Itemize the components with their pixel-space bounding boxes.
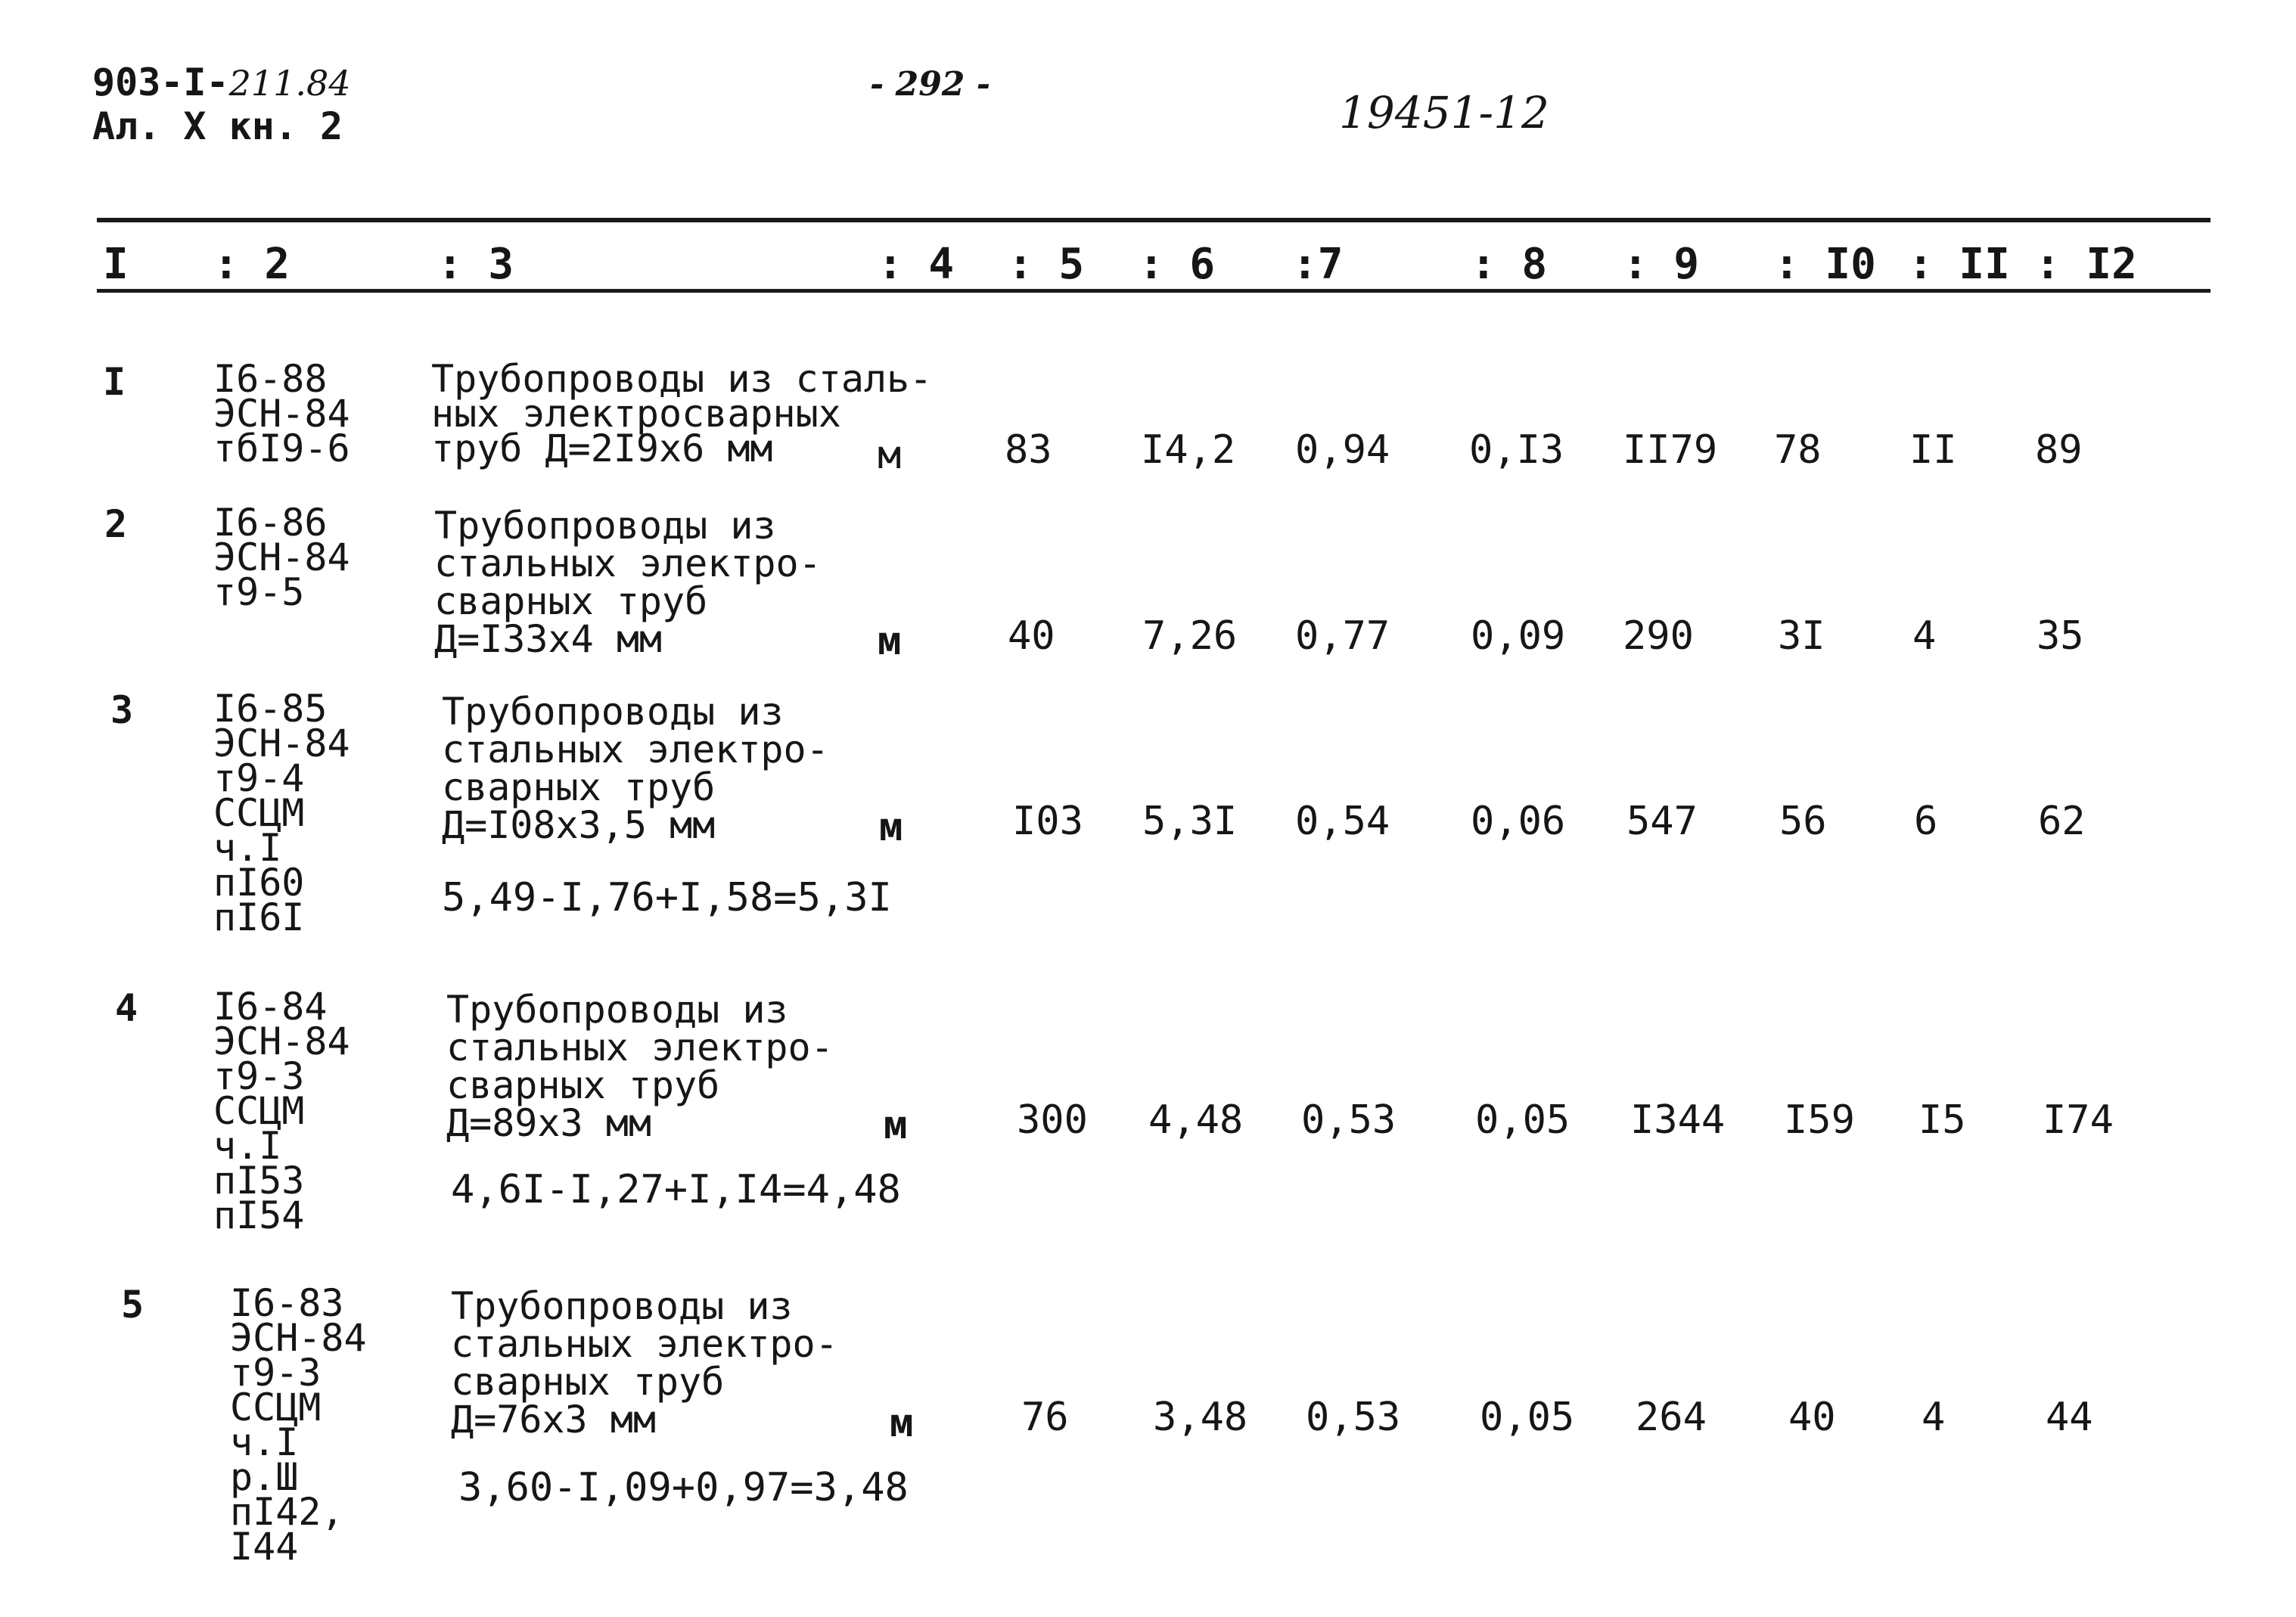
value-col-10: 40	[1788, 1395, 1836, 1440]
col-number-12: : I2	[2035, 240, 2137, 289]
value-col-12: 62	[2038, 799, 2086, 844]
row-number: 5	[121, 1283, 144, 1327]
value-col-11: I5	[1919, 1097, 1966, 1143]
value-col-6: 7,26	[1142, 613, 1238, 659]
norm-code: I6-85 ЭСН-84 т9-4 ССЦМ ч.I пI60 пI6I	[213, 687, 350, 939]
value-col-10: 3I	[1778, 613, 1825, 659]
value-col-5: I03	[1012, 799, 1083, 844]
value-col-6: 4,48	[1148, 1097, 1244, 1143]
value-col-5: 40	[1008, 613, 1055, 659]
col-number-6: : 6	[1139, 240, 1216, 289]
value-col-11: 4	[1912, 613, 1937, 659]
unit: м	[878, 619, 902, 664]
value-col-8: 0,05	[1475, 1097, 1571, 1143]
value-col-11: II	[1909, 427, 1957, 473]
value-col-12: 89	[2035, 427, 2083, 473]
work-calculation: 3,60-I,09+0,97=3,48	[458, 1465, 909, 1510]
col-number-11: : II	[1908, 240, 2010, 289]
col-number-5: : 5	[1008, 240, 1085, 289]
value-col-10: 78	[1774, 427, 1822, 473]
album-reference: Ал. X кн. 2	[92, 104, 343, 148]
inventory-stamp-number: 19451-12	[1339, 87, 1549, 138]
work-name: Трубопроводы из стальных электро- сварных труб Д=I08х3,5 мм	[442, 690, 829, 847]
value-col-8: 0,06	[1471, 799, 1566, 844]
value-col-7: 0,94	[1295, 427, 1390, 473]
value-col-12: I74	[2043, 1097, 2114, 1143]
value-col-5: 83	[1005, 427, 1052, 473]
value-col-5: 76	[1021, 1395, 1069, 1440]
col-number-7: :7	[1292, 240, 1344, 289]
value-col-11: 6	[1914, 799, 1938, 844]
value-col-5: 300	[1017, 1097, 1088, 1143]
value-col-9: 264	[1636, 1395, 1707, 1440]
value-col-6: 3,48	[1153, 1395, 1248, 1440]
norm-code: I6-83 ЭСН-84 т9-3 ССЦМ ч.I р.Ш пI42, I44	[230, 1281, 367, 1569]
value-col-8: 0,I3	[1469, 427, 1564, 473]
value-col-8: 0,09	[1471, 613, 1566, 659]
value-col-9: 547	[1626, 799, 1698, 844]
norm-code: I6-84 ЭСН-84 т9-3 ССЦМ ч.I пI53 пI54	[213, 985, 350, 1237]
unit: м	[879, 805, 903, 850]
row-number: 2	[104, 502, 128, 546]
col-number-10: : I0	[1774, 240, 1876, 289]
work-calculation: 5,49-I,76+I,58=5,3I	[442, 875, 892, 920]
norm-code: I6-86 ЭСН-84 т9-5	[213, 501, 350, 614]
work-name: Трубопроводы из стальных электро- сварных труб Д=I33х4 мм	[434, 504, 822, 661]
document-code-prefix: 903-I-	[92, 61, 229, 104]
unit: м	[890, 1401, 914, 1446]
work-name: Трубопроводы из сталь- ных электросварных труб Д=2I9х6 мм	[431, 357, 933, 470]
col-number-2: : 2	[213, 240, 290, 289]
row-number: 4	[115, 986, 138, 1030]
row-number: 3	[110, 688, 134, 732]
value-col-11: 4	[1922, 1395, 1946, 1440]
value-col-9: 290	[1623, 613, 1694, 659]
col-number-4: : 4	[878, 240, 955, 289]
row-number: I	[103, 360, 126, 404]
value-col-9: II79	[1623, 427, 1718, 473]
value-col-7: 0,54	[1295, 799, 1390, 844]
unit: м	[884, 1103, 908, 1148]
col-number-3: : 3	[437, 240, 514, 289]
col-number-8: : 8	[1471, 240, 1548, 289]
page-number: - 292 -	[870, 65, 991, 104]
col-number-9: : 9	[1623, 240, 1700, 289]
value-col-7: 0,77	[1295, 613, 1390, 659]
work-name: Трубопроводы из стальных электро- сварных труб Д=89х3 мм	[446, 988, 834, 1145]
value-col-7: 0,53	[1301, 1097, 1397, 1143]
value-col-12: 44	[2046, 1395, 2093, 1440]
value-col-12: 35	[2037, 613, 2084, 659]
work-calculation: 4,6I-I,27+I,I4=4,48	[451, 1167, 901, 1212]
unit: м	[878, 433, 902, 478]
work-name: Трубопроводы из стальных электро- сварных труб Д=76х3 мм	[451, 1284, 838, 1442]
value-col-10: 56	[1779, 799, 1827, 844]
value-col-8: 0,05	[1480, 1395, 1575, 1440]
value-col-7: 0,53	[1306, 1395, 1401, 1440]
document-code-handwritten: 211.84	[228, 63, 351, 104]
table-top-rule	[97, 218, 2211, 222]
table-header-rule	[97, 289, 2211, 293]
document-code	[92, 61, 351, 104]
value-col-9: I344	[1630, 1097, 1726, 1143]
col-number-1: I	[103, 240, 129, 289]
value-col-6: I4,2	[1141, 427, 1236, 473]
value-col-10: I59	[1784, 1097, 1855, 1143]
value-col-6: 5,3I	[1142, 799, 1238, 844]
norm-code: I6-88 ЭСН-84 тбI9-6	[213, 357, 350, 470]
